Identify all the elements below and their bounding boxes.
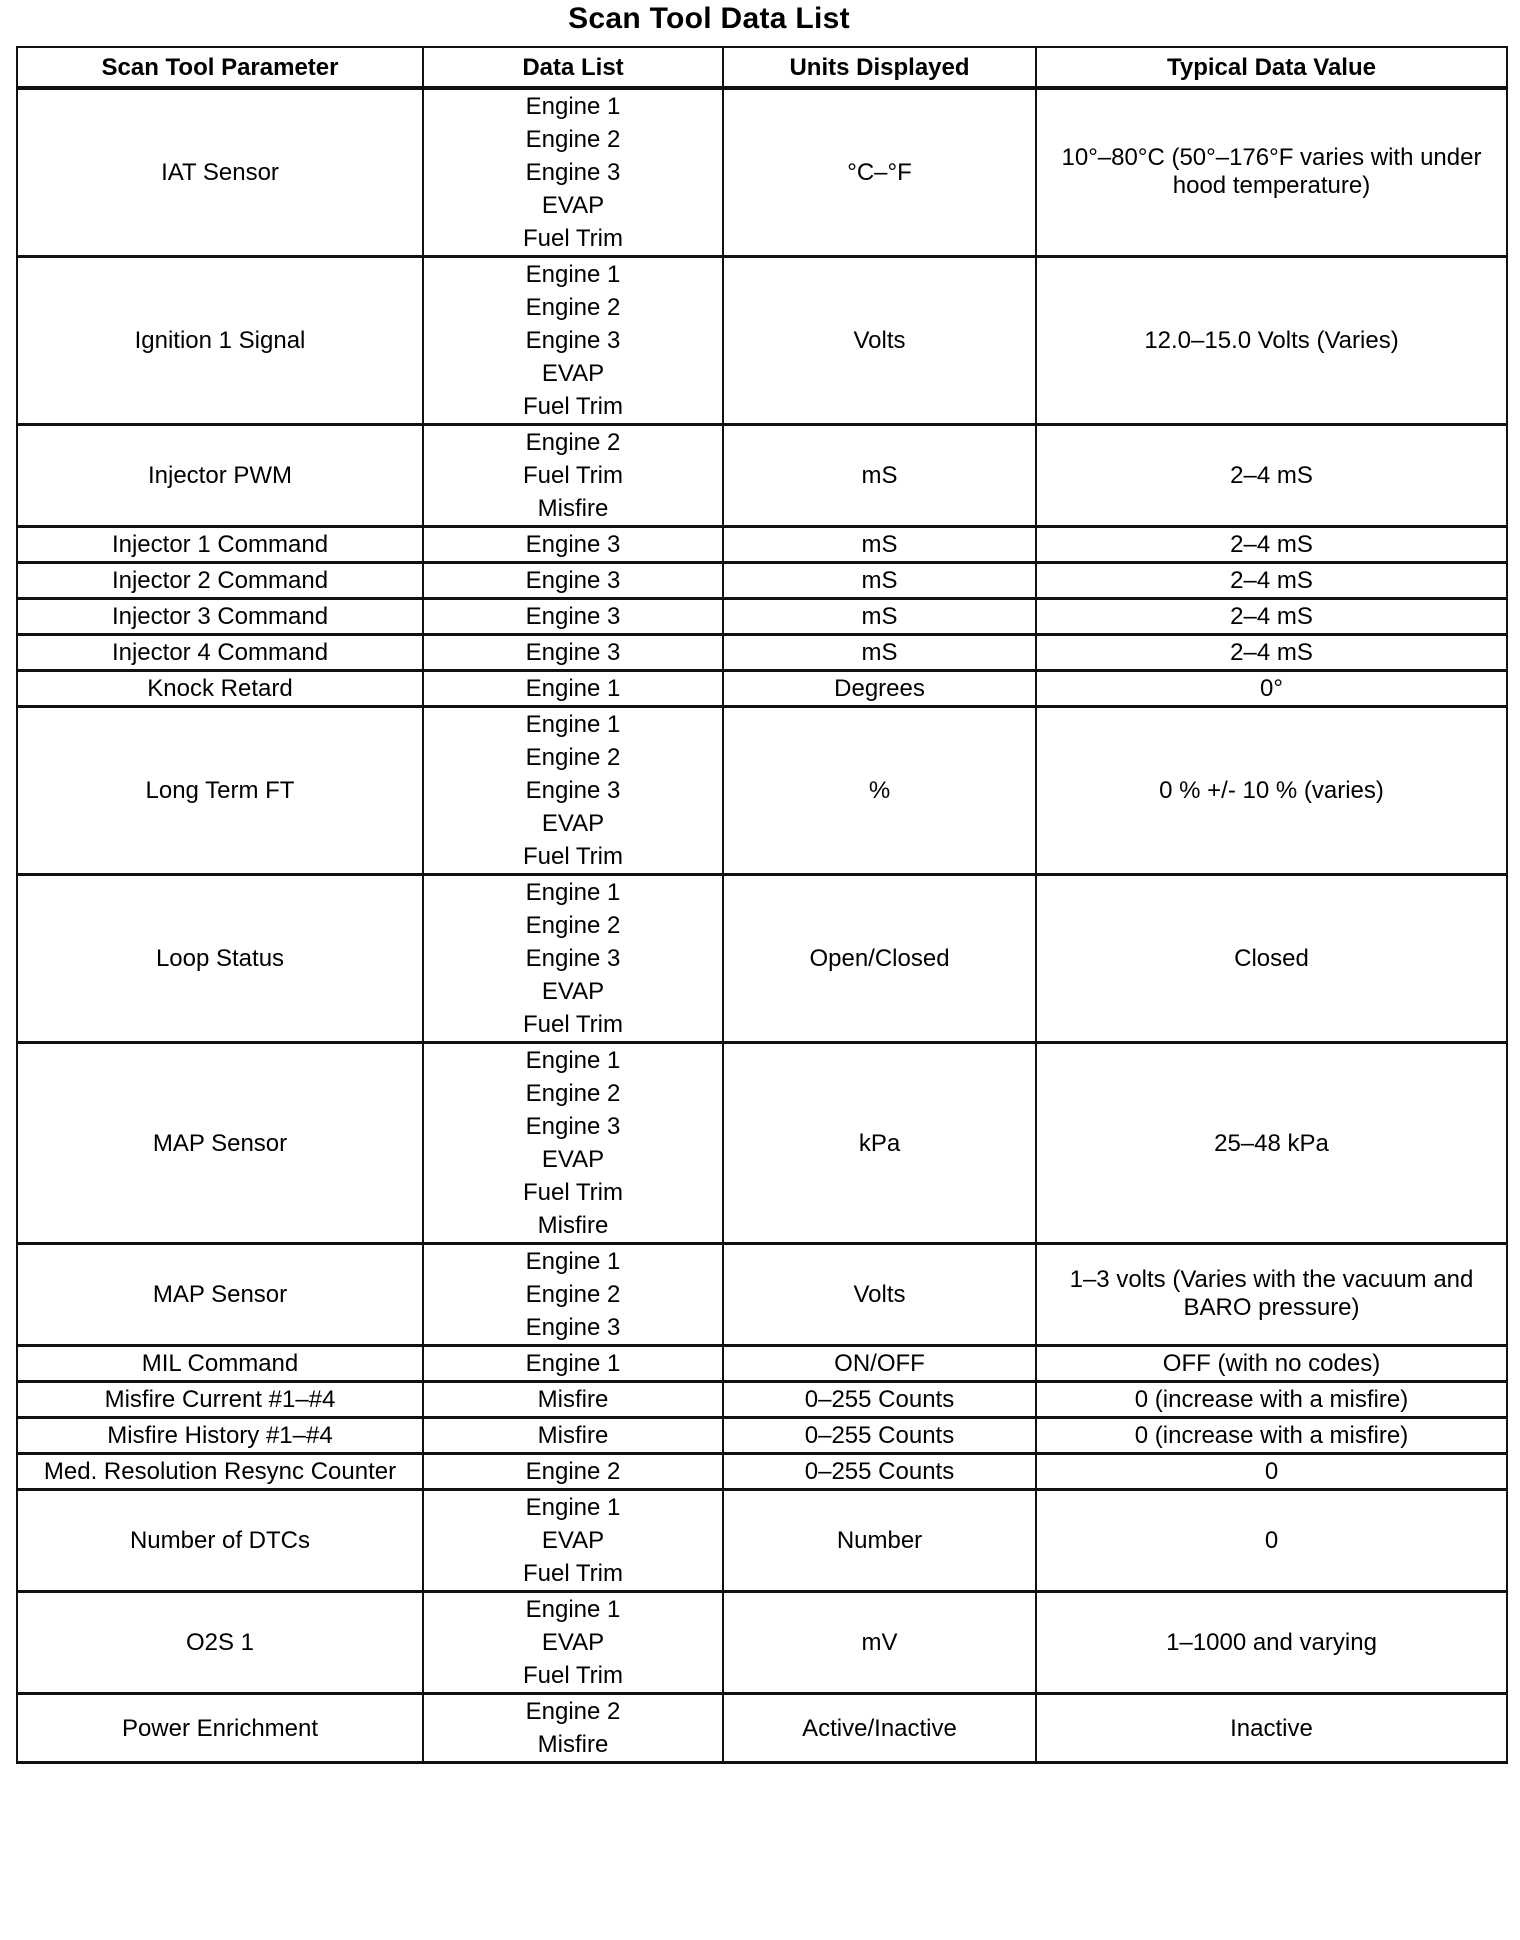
typical-value-text: 1–3 volts (Varies with the vacuum and BARO pressure) <box>1069 1265 1474 1321</box>
data-list-item: Engine 3 <box>525 327 621 354</box>
data-list-item: Engine 3 <box>525 1314 621 1341</box>
units-cell: Number <box>723 1490 1036 1592</box>
typical-value-cell <box>1036 527 1507 563</box>
data-list-item: EVAP <box>541 1527 605 1554</box>
data-list-cell <box>423 1418 723 1454</box>
parameter-cell: Med. Resolution Resync Counter <box>17 1454 423 1490</box>
data-list-item: Engine 2 <box>525 294 621 321</box>
table-row <box>17 635 1507 671</box>
data-list-item: Engine 2 <box>525 1281 621 1308</box>
parameter-cell: Injector 1 Command <box>17 527 423 563</box>
data-list-item: Engine 1 <box>525 1494 621 1521</box>
data-list-item: Engine 3 <box>525 639 621 666</box>
typical-value-text: 25–48 kPa <box>1214 1129 1329 1157</box>
table-row <box>17 1382 1507 1418</box>
typical-value-cell <box>1036 635 1507 671</box>
typical-value-text: 0 <box>1264 1527 1279 1554</box>
typical-value-text: 10°–80°C (50°–176°F varies with under hood temperature) <box>1061 143 1482 199</box>
parameter-cell: Knock Retard <box>17 671 423 707</box>
data-list-item: Engine 2 <box>525 912 621 939</box>
units-cell: Open/Closed <box>723 875 1036 1043</box>
table-row <box>17 257 1507 425</box>
data-list-item: Misfire <box>537 1731 609 1758</box>
units-cell: kPa <box>723 1043 1036 1244</box>
parameter-cell: Injector PWM <box>17 425 423 527</box>
data-list-item: Misfire <box>537 1422 609 1449</box>
typical-value-text: OFF (with no codes) <box>1162 1350 1381 1377</box>
typical-value-cell <box>1036 1244 1507 1346</box>
data-list-item: Engine 3 <box>525 1113 621 1140</box>
table-row <box>17 1490 1507 1592</box>
typical-value-text: 0 (increase with a misfire) <box>1134 1386 1409 1413</box>
data-list-item: Misfire <box>537 495 609 522</box>
data-list-item: Fuel Trim <box>522 1011 623 1038</box>
data-list-cell <box>423 1382 723 1418</box>
data-list-cell <box>423 1244 723 1346</box>
data-list-cell <box>423 1592 723 1694</box>
typical-value-text: 0 <box>1264 1458 1279 1485</box>
typical-value-text: 2–4 mS <box>1230 603 1313 630</box>
data-list-item: Engine 2 <box>525 1458 621 1485</box>
data-list-item: EVAP <box>541 192 605 219</box>
data-list-item: Fuel Trim <box>522 225 623 252</box>
data-list-item: EVAP <box>541 978 605 1005</box>
typical-value-cell <box>1036 599 1507 635</box>
units-cell: 0–255 Counts <box>723 1382 1036 1418</box>
typical-value-cell <box>1036 707 1507 875</box>
units-cell: 0–255 Counts <box>723 1454 1036 1490</box>
parameter-cell: Injector 2 Command <box>17 563 423 599</box>
parameter-cell: Loop Status <box>17 875 423 1043</box>
data-list-item: Engine 1 <box>525 1350 621 1377</box>
header-typical-data-value: Typical Data Value <box>1036 47 1507 88</box>
parameter-cell: Ignition 1 Signal <box>17 257 423 425</box>
data-list-cell <box>423 1490 723 1592</box>
parameter-cell: Injector 3 Command <box>17 599 423 635</box>
units-cell: % <box>723 707 1036 875</box>
data-list-item: Engine 1 <box>525 93 621 120</box>
typical-value-text: Inactive <box>1230 1714 1313 1742</box>
parameter-cell: Long Term FT <box>17 707 423 875</box>
data-list-item: Fuel Trim <box>522 1560 623 1587</box>
header-scan-tool-parameter: Scan Tool Parameter <box>17 47 423 88</box>
typical-value-text: 0° <box>1260 675 1283 702</box>
data-list-item: Engine 3 <box>525 567 621 594</box>
data-list-item: Engine 2 <box>525 429 621 456</box>
units-cell: mS <box>723 635 1036 671</box>
units-cell: mS <box>723 563 1036 599</box>
typical-value-cell <box>1036 88 1507 257</box>
parameter-cell: Power Enrichment <box>17 1694 423 1763</box>
table-row <box>17 875 1507 1043</box>
data-list-item: Fuel Trim <box>522 462 623 489</box>
data-list-item: Engine 2 <box>525 744 621 771</box>
table-row <box>17 1244 1507 1346</box>
units-cell: mS <box>723 425 1036 527</box>
typical-value-cell <box>1036 563 1507 599</box>
typical-value-text: Closed <box>1234 945 1309 972</box>
parameter-cell: Misfire Current #1–#4 <box>17 1382 423 1418</box>
data-list-cell <box>423 1043 723 1244</box>
table-row <box>17 1418 1507 1454</box>
typical-value-cell <box>1036 1418 1507 1454</box>
typical-value-cell <box>1036 1592 1507 1694</box>
data-list-cell <box>423 88 723 257</box>
page-title: Scan Tool Data List <box>568 2 850 35</box>
units-cell: ON/OFF <box>723 1346 1036 1382</box>
table-row <box>17 527 1507 563</box>
data-list-item: EVAP <box>541 1629 605 1656</box>
data-list-item: Engine 1 <box>525 711 621 738</box>
units-cell: Volts <box>723 1244 1036 1346</box>
data-list-item: Fuel Trim <box>522 393 623 420</box>
header-data-list: Data List <box>423 47 723 88</box>
data-list-item: Fuel Trim <box>522 843 623 870</box>
parameter-cell: IAT Sensor <box>17 88 423 257</box>
data-list-cell <box>423 1694 723 1763</box>
typical-value-cell <box>1036 875 1507 1043</box>
table-row <box>17 1043 1507 1244</box>
table-row <box>17 88 1507 257</box>
units-cell: mV <box>723 1592 1036 1694</box>
parameter-cell: Number of DTCs <box>17 1490 423 1592</box>
header-units-displayed: Units Displayed <box>723 47 1036 88</box>
typical-value-text: 0 (increase with a misfire) <box>1134 1422 1409 1449</box>
units-cell: 0–255 Counts <box>723 1418 1036 1454</box>
typical-value-cell <box>1036 425 1507 527</box>
typical-value-text: 2–4 mS <box>1230 639 1313 666</box>
data-list-item: Engine 1 <box>525 879 621 906</box>
data-list-item: Engine 2 <box>525 126 621 153</box>
typical-value-cell <box>1036 1043 1507 1244</box>
typical-value-text: 2–4 mS <box>1230 567 1313 594</box>
data-list-item: Engine 1 <box>525 675 621 702</box>
table-row <box>17 425 1507 527</box>
data-list-item: Engine 3 <box>525 531 621 558</box>
units-cell: Active/Inactive <box>723 1694 1036 1763</box>
data-list-cell <box>423 563 723 599</box>
table-row <box>17 1454 1507 1490</box>
data-list-item: Misfire <box>537 1212 609 1239</box>
table-row <box>17 1694 1507 1763</box>
data-list-item: Engine 3 <box>525 945 621 972</box>
parameter-cell: MIL Command <box>17 1346 423 1382</box>
parameter-cell: Misfire History #1–#4 <box>17 1418 423 1454</box>
data-list-item: EVAP <box>541 360 605 387</box>
data-list-item: Engine 3 <box>525 603 621 630</box>
table-row <box>17 671 1507 707</box>
table-row <box>17 563 1507 599</box>
data-list-cell <box>423 1454 723 1490</box>
parameter-cell: O2S 1 <box>17 1592 423 1694</box>
typical-value-text: 2–4 mS <box>1230 462 1313 489</box>
typical-value-text: 1–1000 and varying <box>1166 1629 1377 1656</box>
units-cell: °C–°F <box>723 88 1036 257</box>
data-list-cell <box>423 707 723 875</box>
typical-value-cell <box>1036 1454 1507 1490</box>
data-list-item: Engine 1 <box>525 1596 621 1623</box>
data-list-item: Misfire <box>537 1386 609 1413</box>
table-header-row <box>17 47 1507 88</box>
data-list-cell <box>423 1346 723 1382</box>
typical-value-cell <box>1036 1490 1507 1592</box>
data-list-item: Engine 1 <box>525 1248 621 1275</box>
typical-value-cell <box>1036 257 1507 425</box>
data-list-cell <box>423 875 723 1043</box>
units-cell: mS <box>723 527 1036 563</box>
typical-value-cell <box>1036 1382 1507 1418</box>
data-list-item: Fuel Trim <box>522 1179 623 1206</box>
data-list-cell <box>423 257 723 425</box>
data-list-item: Engine 3 <box>525 777 621 804</box>
table-row <box>17 599 1507 635</box>
data-list-item: EVAP <box>541 810 605 837</box>
table-row <box>17 1346 1507 1382</box>
typical-value-cell <box>1036 1346 1507 1382</box>
data-list-item: Engine 1 <box>525 1047 621 1074</box>
data-list-item: Engine 3 <box>525 159 621 186</box>
data-list-item: Fuel Trim <box>522 1662 623 1689</box>
data-list-cell <box>423 671 723 707</box>
scan-tool-data-table <box>16 46 1508 1764</box>
typical-value-cell <box>1036 1694 1507 1763</box>
units-cell: mS <box>723 599 1036 635</box>
data-list-cell <box>423 599 723 635</box>
typical-value-text: 2–4 mS <box>1230 531 1313 558</box>
units-cell: Volts <box>723 257 1036 425</box>
parameter-cell: Injector 4 Command <box>17 635 423 671</box>
data-list-cell <box>423 425 723 527</box>
data-list-item: Engine 2 <box>525 1698 621 1725</box>
units-cell: Degrees <box>723 671 1036 707</box>
data-list-item: Engine 2 <box>525 1080 621 1107</box>
table-row <box>17 707 1507 875</box>
data-list-item: EVAP <box>541 1146 605 1173</box>
parameter-cell: MAP Sensor <box>17 1043 423 1244</box>
table-row <box>17 1592 1507 1694</box>
parameter-cell: MAP Sensor <box>17 1244 423 1346</box>
data-list-cell <box>423 635 723 671</box>
typical-value-cell <box>1036 671 1507 707</box>
data-list-cell <box>423 527 723 563</box>
typical-value-text: 12.0–15.0 Volts (Varies) <box>1144 327 1399 354</box>
typical-value-text: 0 % +/- 10 % (varies) <box>1159 777 1384 804</box>
data-list-item: Engine 1 <box>525 261 621 288</box>
